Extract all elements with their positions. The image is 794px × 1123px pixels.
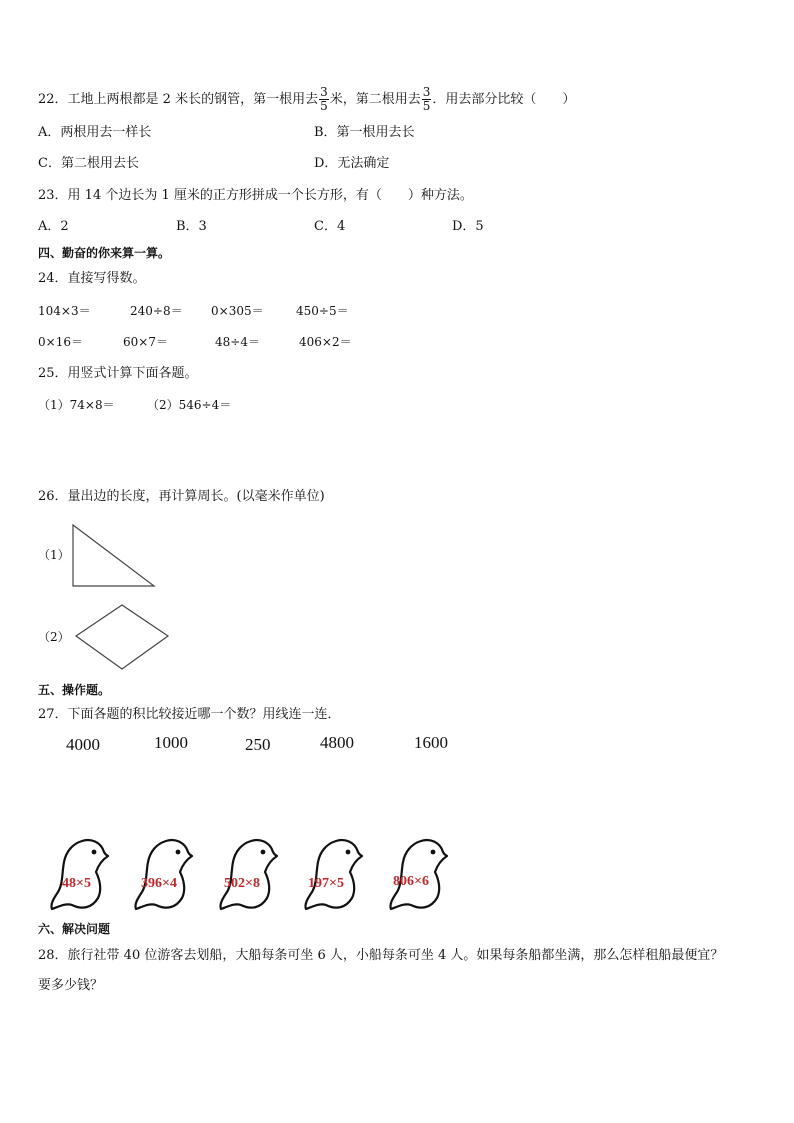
target-number[interactable]: 4800: [320, 733, 354, 752]
calc-item: 48÷4＝: [215, 335, 260, 349]
q22-option-a[interactable]: A．两根用去一样长: [38, 125, 152, 140]
section-5-heading: 五、操作题。: [38, 683, 111, 697]
triangle-shape: [73, 525, 154, 586]
question-24: 24．直接写得数。: [38, 271, 146, 286]
question-23: 23．用 14 个边长为 1 厘米的正方形拼成一个长方形，有（ ）种方法。: [38, 188, 473, 203]
rhombus-figure: [72, 603, 172, 673]
product-expression[interactable]: 502×8: [224, 876, 260, 891]
figure-label-1: （1）: [38, 548, 70, 562]
calc-item: 60×7＝: [123, 335, 168, 349]
question-28-line2: 要多少钱？: [38, 978, 104, 993]
target-number[interactable]: 1600: [414, 733, 448, 752]
q23-option-b[interactable]: B．3: [176, 219, 207, 234]
question-26: 26．量出边的长度，再计算周长。(以毫米作单位): [38, 489, 325, 504]
product-expression[interactable]: 48×5: [62, 876, 91, 891]
product-expression[interactable]: 197×5: [308, 876, 344, 891]
calc-item: 0×16＝: [38, 335, 83, 349]
calc-item: 240÷8＝: [130, 304, 183, 318]
question-28-line1: 28．旅行社带 40 位游客去划船，大船每条可坐 6 人，小船每条可坐 4 人。如果每条船都坐满，那么怎样租船最便宜？: [38, 948, 724, 963]
q22-text-part2: 米，第二根用去: [329, 92, 421, 107]
calc-item: 450÷5＝: [296, 304, 349, 318]
q23-option-c[interactable]: C．4: [314, 219, 346, 234]
q25-item-2: （2）546÷4＝: [147, 398, 232, 412]
question-25: 25．用竖式计算下面各题。: [38, 366, 198, 381]
q22-text-part3: ．用去部分比较（ ）: [432, 92, 576, 107]
product-expression[interactable]: 806×6: [393, 874, 429, 889]
product-expression[interactable]: 396×4: [141, 876, 177, 891]
section-4-heading: 四、勤奋的你来算一算。: [38, 246, 171, 260]
target-number[interactable]: 1000: [154, 733, 188, 752]
q23-option-d[interactable]: D．5: [452, 219, 484, 234]
q22-option-c[interactable]: C．第二根用去长: [38, 156, 139, 171]
triangle-figure: [70, 520, 160, 590]
question-22: [38, 86, 575, 113]
q25-item-1: （1）74×8＝: [38, 398, 115, 412]
q22-option-b[interactable]: B．第一根用去长: [314, 125, 415, 140]
fraction-3-5: $\frac{3}{5}$: [422, 85, 431, 113]
q22-option-d[interactable]: D．无法确定: [314, 156, 390, 171]
figure-label-2: （2）: [38, 630, 70, 644]
calc-item: 0×305＝: [211, 304, 264, 318]
calc-item: 406×2＝: [299, 335, 352, 349]
calc-item: 104×3＝: [38, 304, 91, 318]
target-number[interactable]: 4000: [66, 735, 100, 754]
target-number[interactable]: 250: [245, 735, 271, 754]
q23-option-a[interactable]: A．2: [38, 219, 69, 234]
fraction-3-5: $\frac{3}{5}$: [320, 85, 328, 113]
q22-text-part1: 22．工地上两根都是 2 米长的钢管，第一根用去: [38, 92, 319, 107]
section-6-heading: 六、解决问题: [38, 922, 111, 936]
question-27: 27．下面各题的积比较接近哪一个数？用线连一连．: [38, 707, 341, 722]
rhombus-shape: [76, 605, 168, 669]
